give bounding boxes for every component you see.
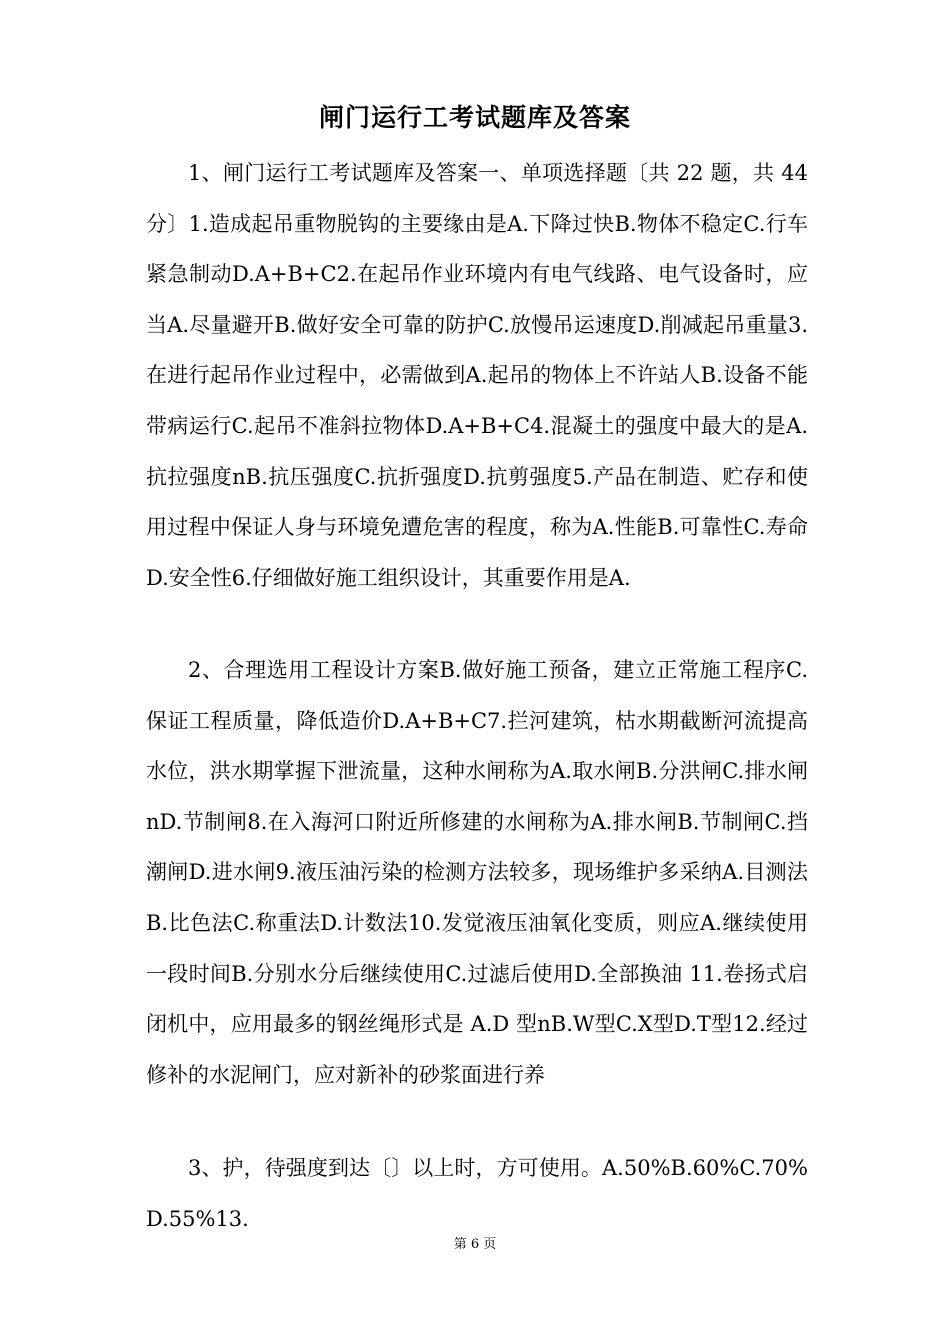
page-number: 第 6 页 (453, 1237, 497, 1252)
paragraph-3: 3、护，待强度到达〔〕以上时，方可使用。A.50%B.60%C.70%D.55%13. (146, 1156, 808, 1231)
document-title: 闸门运行工考试题库及答案 (318, 103, 631, 132)
paragraph-1: 1、闸门运行工考试题库及答案一、单项选择题〔共 22 题，共 44 分〕1.造成起吊重物脱钩的主要缘由是A.下降过快B.物体不稳定C.行车紧急制动D.A+B+C2.在起吊作业环境内有电气线路、电气设备时，应当A.尽量避开B.做好安全可靠的防护C.放慢吊运速度D.削减起吊重量3.在进行起吊作业过程中，必需做到A.起吊的物体上不许站人B.设备不能带病运行C.起吊不准斜拉物体D.A+B+C4.混凝土的强度中最大的是A.抗拉强度nB.抗压强度C.抗折强度D.抗剪强度5.产品在制造、贮存和使用过程中保证人身与环境免遭危害的程度，称为A.性能B.可靠性C.寿命D.安全性6.仔细做好施工组织设计，其重要作用是A. (146, 161, 808, 590)
paragraph-2: 2、合理选用工程设计方案B.做好施工预备，建立正常施工程序C.保证工程质量，降低造价D.A+B+C7.拦河建筑，枯水期截断河流提高水位，洪水期掌握下泄流量，这种水闸称为A.取水闸B.分洪闸C.排水闸nD.节制闸8.在入海河口附近所修建的水闸称为A.排水闸B.节制闸C.挡潮闸D.进水闸9.液压油污染的检测方法较多，现场维护多采纳A.目测法B.比色法C.称重法D.计数法10.发觉液压油氧化变质，则应A.继续使用一段时间B.分别水分后继续使用C.过滤后使用D.全部换油 11.卷扬式启闭机中，应用最多的钢丝绳形式是 A.D 型nB.W型C.X型D.T型12.经过修补的水泥闸门，应对新补的砂浆面进行养 (146, 658, 808, 1087)
